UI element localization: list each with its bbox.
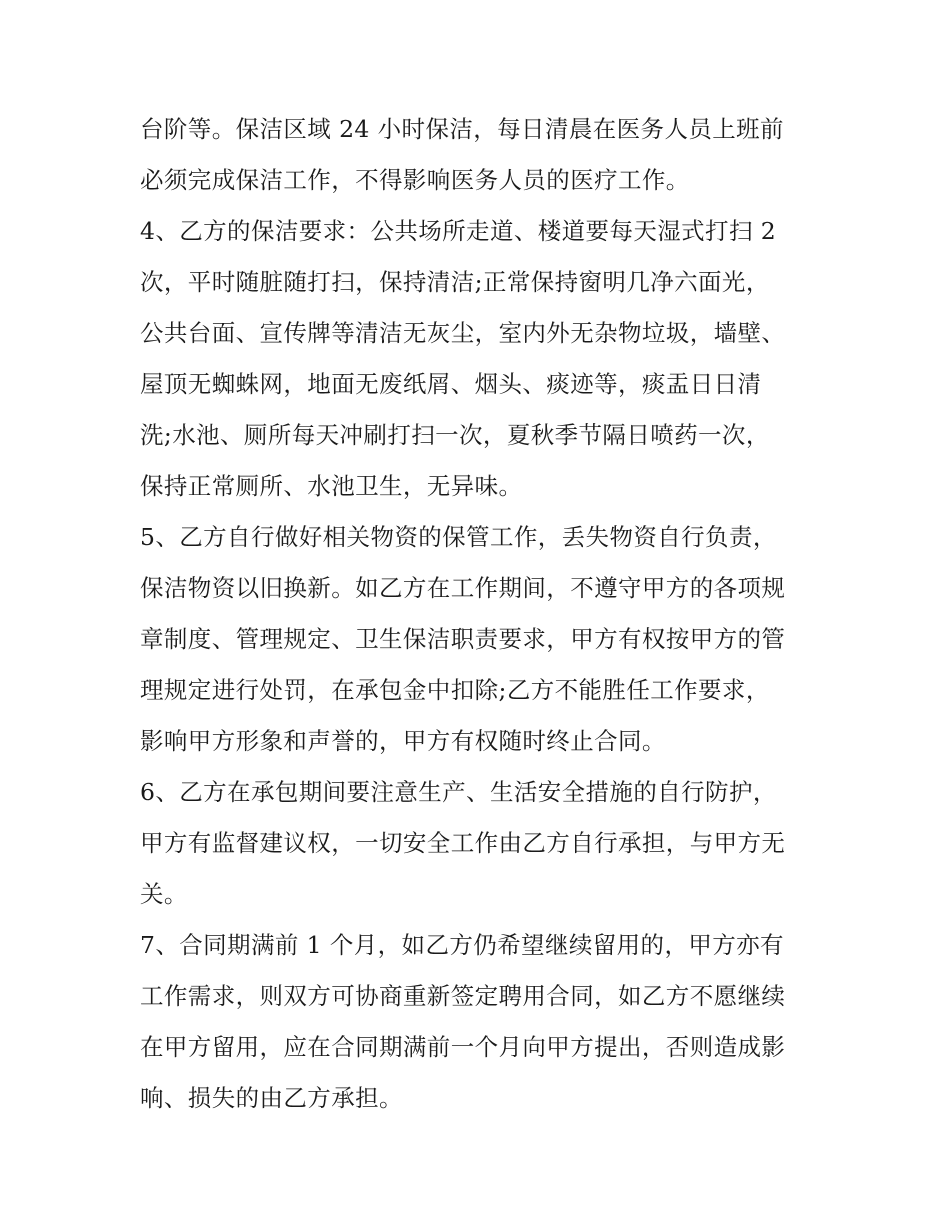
text-line: 台阶等。保洁区域 24 小时保洁，每日清晨在医务人员上班前: [140, 115, 784, 143]
text-line: 必须完成保洁工作，不得影响医务人员的医疗工作。: [140, 166, 690, 194]
text-line: 工作需求，则双方可协商重新签定聘用合同，如乙方不愿继续: [140, 982, 786, 1010]
text-line: 理规定进行处罚，在承包金中扣除;乙方不能胜任工作要求，: [140, 676, 770, 704]
text-line: 甲方有监督建议权，一切安全工作由乙方自行承担，与甲方无: [140, 829, 786, 857]
text-line: 次，平时随脏随打扫，保持清洁;正常保持窗明几净六面光，: [140, 268, 770, 296]
text-line: 影响甲方形象和声誉的，甲方有权随时终止合同。: [140, 727, 666, 755]
text-line: 响、损失的由乙方承担。: [140, 1084, 403, 1112]
text-line: 7、合同期满前 1 个月，如乙方仍希望继续留用的，甲方亦有: [140, 931, 784, 959]
text-line: 章制度、管理规定、卫生保洁职责要求，甲方有权按甲方的管: [140, 625, 786, 653]
text-line: 在甲方留用，应在合同期满前一个月向甲方提出，否则造成影: [140, 1033, 786, 1061]
text-line: 屋顶无蜘蛛网，地面无废纸屑、烟头、痰迹等，痰盂日日清: [140, 370, 762, 398]
text-line: 洗;水池、厕所每天冲刷打扫一次，夏秋季节隔日喷药一次，: [140, 421, 770, 449]
document-body: [140, 104, 830, 1124]
text-line: 保洁物资以旧换新。如乙方在工作期间，不遵守甲方的各项规: [140, 574, 786, 602]
text-line: 6、乙方在承包期间要注意生产、生活安全措施的自行防护，: [140, 778, 777, 806]
text-line: 5、乙方自行做好相关物资的保管工作，丢失物资自行负责，: [140, 523, 777, 551]
text-line: 保持正常厕所、水池卫生，无异味。: [140, 472, 523, 500]
text-line: 关。: [140, 880, 188, 908]
text-line: 4、乙方的保洁要求：公共场所走道、楼道要每天湿式打扫 2: [140, 217, 777, 245]
text-line: 公共台面、宣传牌等清洁无灰尘，室内外无杂物垃圾，墙壁、: [140, 319, 786, 347]
